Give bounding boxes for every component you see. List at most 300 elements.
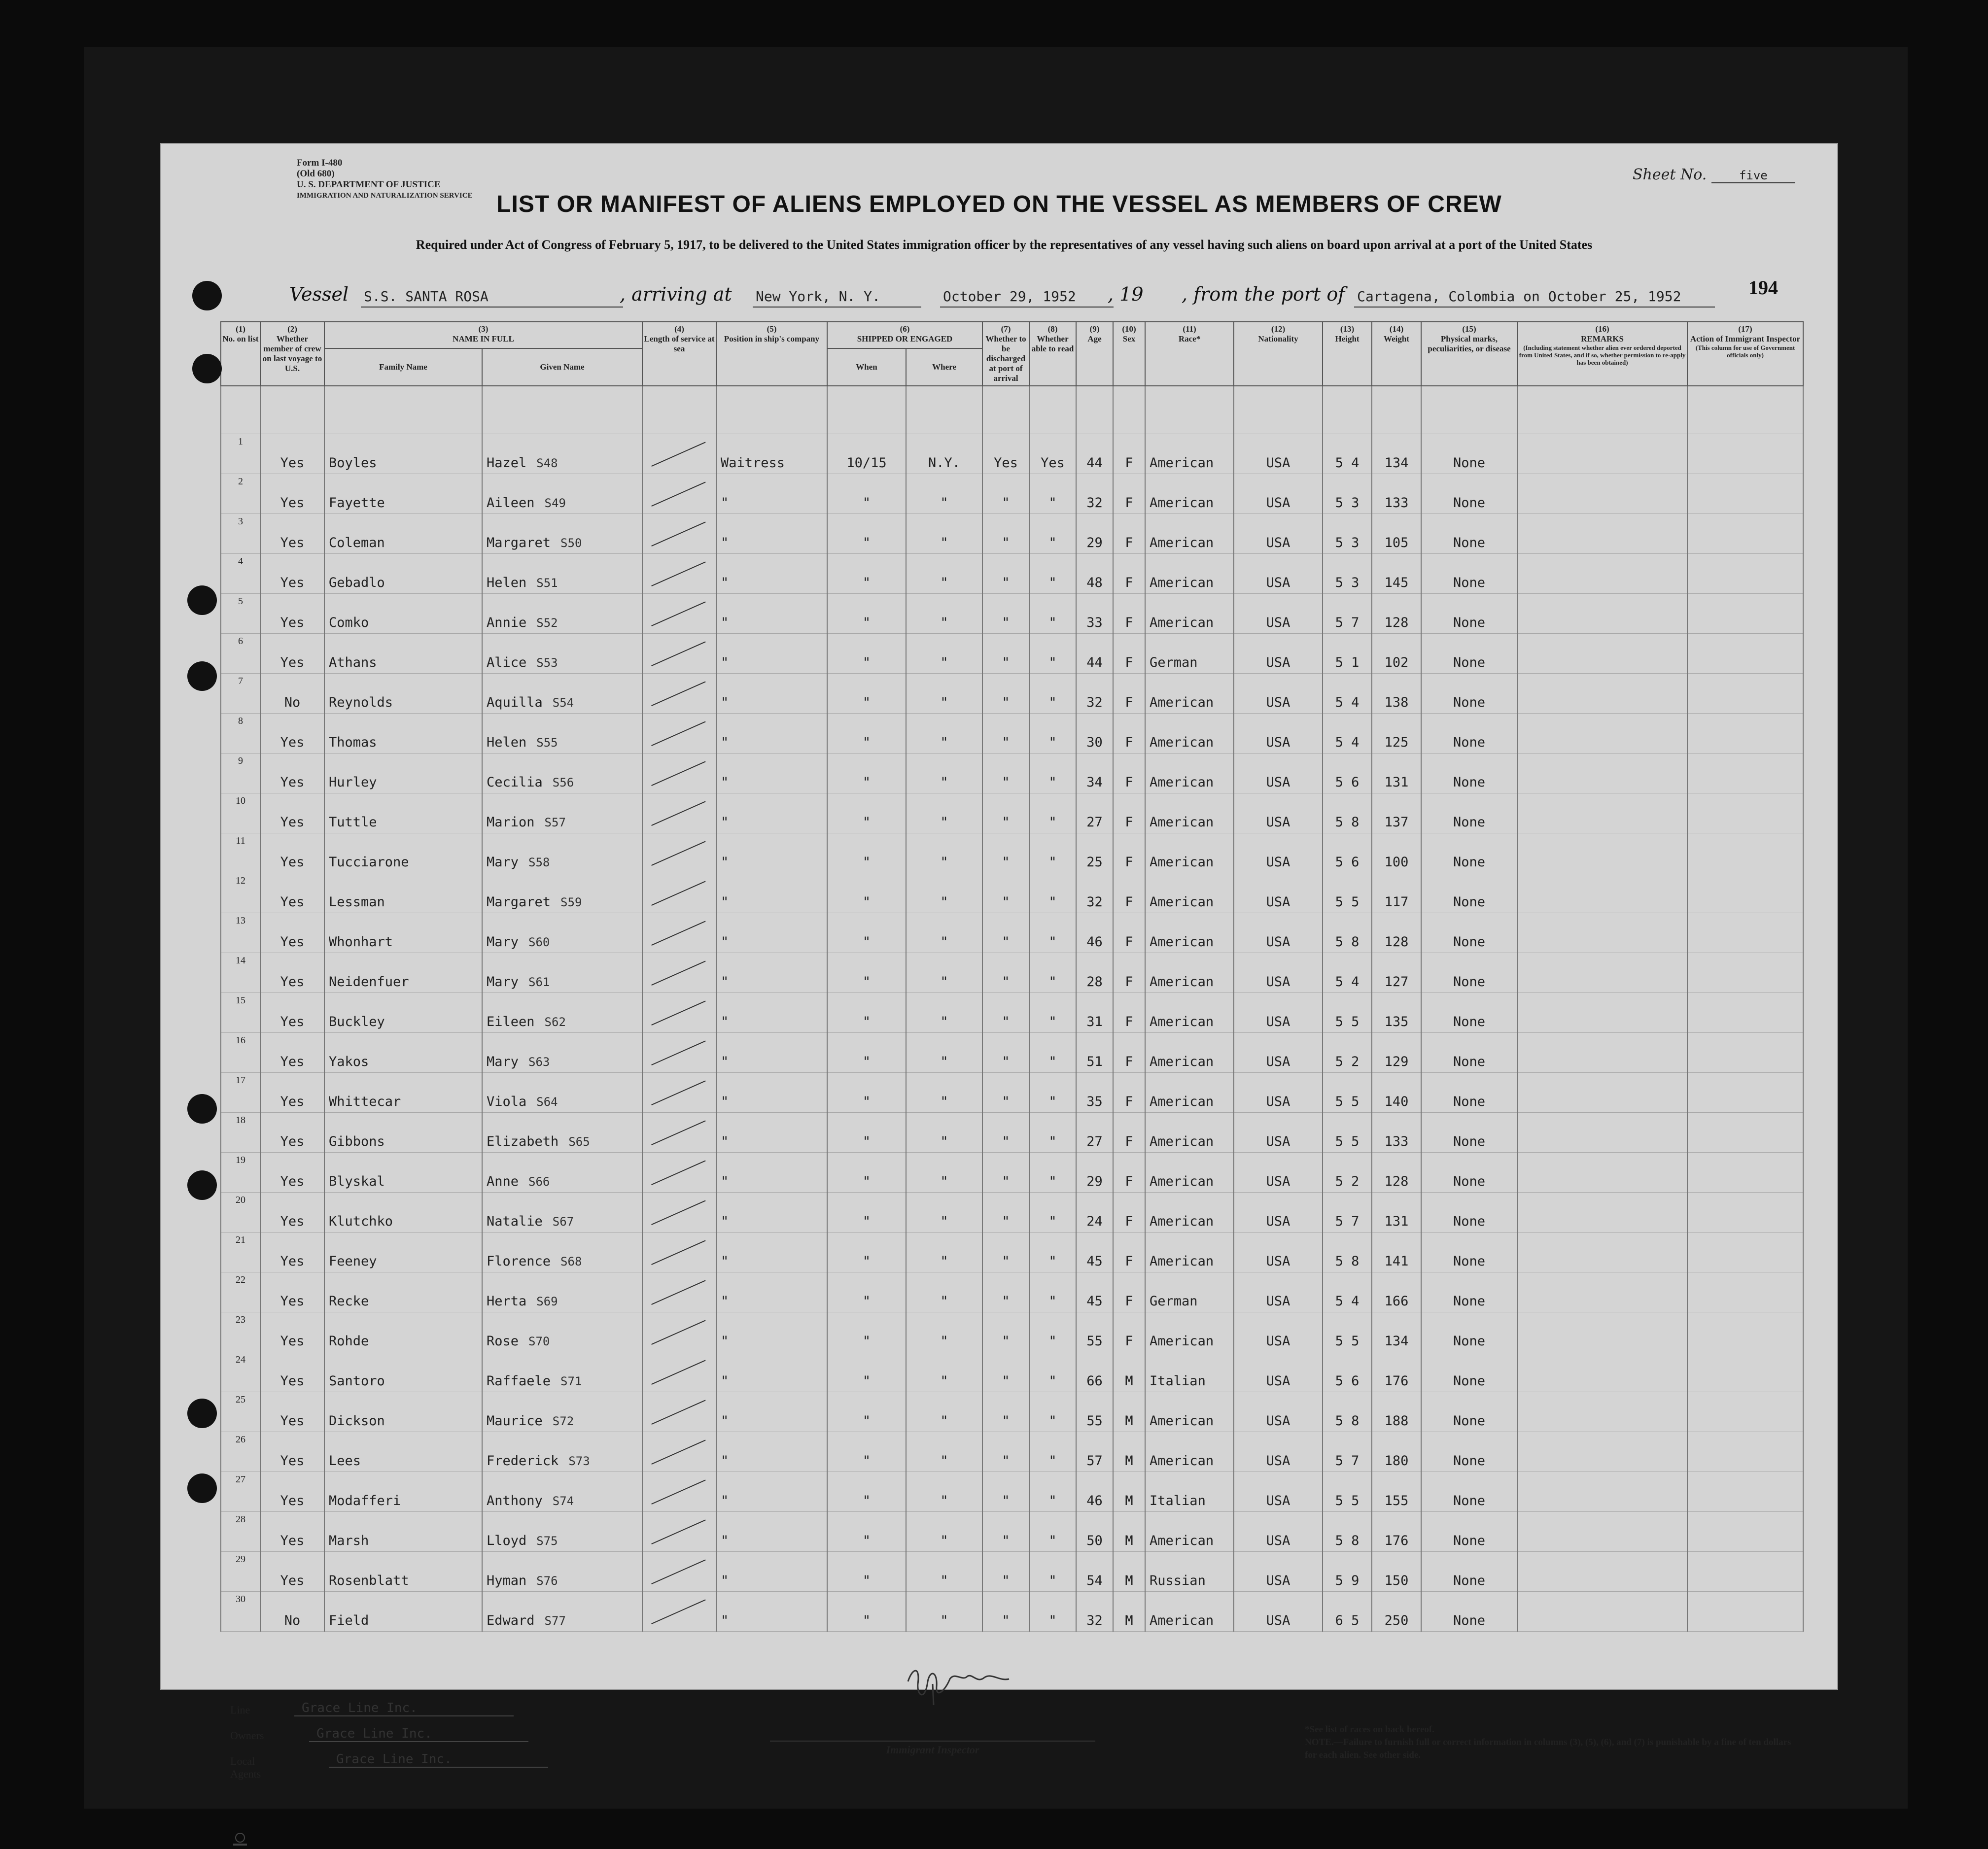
inspector-action-cell bbox=[1687, 1432, 1803, 1472]
given-name-cell bbox=[482, 634, 642, 674]
service-check-mark bbox=[651, 1040, 705, 1065]
shipped-where-cell: " bbox=[906, 833, 982, 873]
able-to-read-cell: " bbox=[1029, 873, 1076, 913]
family-name-cell: Tucciarone bbox=[324, 833, 482, 873]
punch-hole bbox=[187, 661, 217, 691]
shipped-where-cell: " bbox=[906, 1592, 982, 1632]
crew-number-text: S65 bbox=[568, 1135, 590, 1149]
height-cell: 5 7 bbox=[1323, 1432, 1372, 1472]
remarks-cell bbox=[1517, 1312, 1687, 1352]
service-length-cell bbox=[642, 1033, 716, 1073]
height-cell: 5 5 bbox=[1323, 1472, 1372, 1512]
remarks-cell bbox=[1517, 1193, 1687, 1233]
last-voyage-cell: Yes bbox=[260, 594, 324, 634]
crew-number-text: S59 bbox=[560, 895, 582, 909]
race-cell: American bbox=[1145, 833, 1234, 873]
position-cell: " bbox=[716, 753, 827, 793]
inspector-action-cell bbox=[1687, 1512, 1803, 1552]
age-cell: 33 bbox=[1076, 594, 1113, 634]
position-cell: " bbox=[716, 1592, 827, 1632]
age-cell: 29 bbox=[1076, 1153, 1113, 1193]
inspector-action-cell bbox=[1687, 1392, 1803, 1432]
sheet-number bbox=[1633, 166, 1795, 183]
given-name-cell bbox=[482, 1033, 642, 1073]
crew-number-text: S70 bbox=[528, 1335, 550, 1348]
service-check-mark bbox=[651, 1080, 705, 1105]
last-voyage-cell: Yes bbox=[260, 474, 324, 514]
table-row bbox=[221, 1432, 1803, 1472]
discharge-cell: " bbox=[982, 953, 1029, 993]
physical-marks-cell: None bbox=[1421, 1113, 1517, 1153]
race-cell: American bbox=[1145, 793, 1234, 833]
table-row bbox=[221, 953, 1803, 993]
age-cell: 32 bbox=[1076, 474, 1113, 514]
remarks-cell bbox=[1517, 554, 1687, 594]
service-length-cell bbox=[642, 1073, 716, 1113]
last-voyage-cell: No bbox=[260, 674, 324, 714]
nationality-cell: USA bbox=[1234, 1312, 1323, 1352]
header-discharge: (7) Whether to be discharged at port of arrival bbox=[982, 322, 1029, 386]
inspector-action-cell bbox=[1687, 474, 1803, 514]
list-number-cell: 12 bbox=[221, 873, 260, 913]
sex-cell: F bbox=[1113, 1073, 1145, 1113]
service-check-mark bbox=[651, 841, 705, 866]
given-name-text: Marion bbox=[487, 815, 535, 830]
form-old-number: (Old 680) bbox=[297, 169, 335, 179]
remarks-cell bbox=[1517, 474, 1687, 514]
table-row bbox=[221, 1592, 1803, 1632]
service-check-mark bbox=[651, 481, 705, 507]
table-row bbox=[221, 913, 1803, 953]
remarks-cell bbox=[1517, 1512, 1687, 1552]
age-cell: 28 bbox=[1076, 953, 1113, 993]
inspector-action-cell bbox=[1687, 753, 1803, 793]
given-name-cell bbox=[482, 1073, 642, 1113]
given-name-cell bbox=[482, 714, 642, 753]
service-length-cell bbox=[642, 674, 716, 714]
age-cell: 57 bbox=[1076, 1432, 1113, 1472]
header-physical-marks: (15) Physical marks, peculiarities, or disease bbox=[1421, 322, 1517, 386]
remarks-cell bbox=[1517, 833, 1687, 873]
height-cell: 5 2 bbox=[1323, 1153, 1372, 1193]
crew-number-text: S51 bbox=[536, 576, 558, 590]
vessel-value: S.S. SANTA ROSA bbox=[361, 288, 623, 308]
crew-number-text: S61 bbox=[528, 975, 550, 989]
nationality-cell: USA bbox=[1234, 913, 1323, 953]
race-cell: Italian bbox=[1145, 1472, 1234, 1512]
discharge-cell: " bbox=[982, 753, 1029, 793]
discharge-cell: " bbox=[982, 913, 1029, 953]
last-voyage-cell: Yes bbox=[260, 434, 324, 474]
service-length-cell bbox=[642, 1392, 716, 1432]
remarks-cell bbox=[1517, 514, 1687, 554]
service-length-cell bbox=[642, 873, 716, 913]
form-number: Form I-480 bbox=[297, 158, 343, 168]
inspector-action-cell bbox=[1687, 1233, 1803, 1272]
shipped-where-cell: " bbox=[906, 753, 982, 793]
height-cell: 5 5 bbox=[1323, 873, 1372, 913]
line-value: Grace Line Inc. bbox=[294, 1701, 514, 1716]
service-check-mark bbox=[651, 960, 705, 986]
list-number-cell: 8 bbox=[221, 714, 260, 753]
able-to-read-cell: " bbox=[1029, 674, 1076, 714]
height-cell: 5 8 bbox=[1323, 913, 1372, 953]
given-name-cell bbox=[482, 793, 642, 833]
inspector-action-cell bbox=[1687, 1272, 1803, 1312]
position-cell: " bbox=[716, 1312, 827, 1352]
inspector-action-cell bbox=[1687, 1592, 1803, 1632]
shipped-where-cell: " bbox=[906, 1153, 982, 1193]
service-length-cell bbox=[642, 634, 716, 674]
list-number-cell: 24 bbox=[221, 1352, 260, 1392]
height-cell: 5 8 bbox=[1323, 793, 1372, 833]
last-voyage-cell: Yes bbox=[260, 1392, 324, 1432]
race-cell: American bbox=[1145, 674, 1234, 714]
last-voyage-cell: Yes bbox=[260, 1312, 324, 1352]
position-cell: " bbox=[716, 833, 827, 873]
race-cell: American bbox=[1145, 554, 1234, 594]
last-voyage-cell: Yes bbox=[260, 953, 324, 993]
crew-number-text: S57 bbox=[544, 816, 566, 829]
shipped-when-cell: " bbox=[827, 833, 906, 873]
shipped-when-cell: " bbox=[827, 753, 906, 793]
service-check-mark bbox=[651, 881, 705, 906]
header-height: (13) Height bbox=[1323, 322, 1372, 386]
discharge-cell: " bbox=[982, 1552, 1029, 1592]
height-cell: 5 3 bbox=[1323, 474, 1372, 514]
inspector-action-cell bbox=[1687, 1153, 1803, 1193]
family-name-cell: Marsh bbox=[324, 1512, 482, 1552]
sex-cell: F bbox=[1113, 833, 1145, 873]
given-name-text: Hyman bbox=[487, 1573, 527, 1588]
shipped-when-cell: " bbox=[827, 873, 906, 913]
family-name-cell: Dickson bbox=[324, 1392, 482, 1432]
last-voyage-cell: Yes bbox=[260, 833, 324, 873]
discharge-cell: " bbox=[982, 1272, 1029, 1312]
age-cell: 50 bbox=[1076, 1512, 1113, 1552]
header-age: (9) Age bbox=[1076, 322, 1113, 386]
weight-cell: 102 bbox=[1372, 634, 1421, 674]
page-number: 194 bbox=[1748, 276, 1778, 299]
physical-marks-cell: None bbox=[1421, 554, 1517, 594]
shipped-where-cell: " bbox=[906, 714, 982, 753]
able-to-read-cell: " bbox=[1029, 1512, 1076, 1552]
list-number-cell: 28 bbox=[221, 1512, 260, 1552]
service-check-mark bbox=[651, 1280, 705, 1305]
sex-cell: F bbox=[1113, 714, 1145, 753]
shipped-where-cell: " bbox=[906, 674, 982, 714]
table-row bbox=[221, 1073, 1803, 1113]
family-name-cell: Whonhart bbox=[324, 913, 482, 953]
remarks-cell bbox=[1517, 1472, 1687, 1512]
given-name-text: Elizabeth bbox=[487, 1134, 559, 1149]
able-to-read-cell: " bbox=[1029, 1352, 1076, 1392]
discharge-cell: " bbox=[982, 674, 1029, 714]
height-cell: 5 3 bbox=[1323, 514, 1372, 554]
age-cell: 27 bbox=[1076, 1113, 1113, 1153]
header-position: (5) Position in ship's company bbox=[716, 322, 827, 386]
shipped-when-cell: " bbox=[827, 554, 906, 594]
service-length-cell bbox=[642, 1193, 716, 1233]
sex-cell: F bbox=[1113, 1113, 1145, 1153]
remarks-cell bbox=[1517, 1113, 1687, 1153]
list-number-cell: 27 bbox=[221, 1472, 260, 1512]
crew-number-text: S69 bbox=[536, 1295, 558, 1308]
given-name-cell bbox=[482, 953, 642, 993]
list-number-cell: 26 bbox=[221, 1432, 260, 1472]
document-subtitle: Required under Act of Congress of February 5, 1917, to be delivered to the United States immigration officer by the representatives of any vessel having such aliens on board upon arrival at a port of the United States bbox=[416, 238, 1593, 252]
table-row bbox=[221, 753, 1803, 793]
shipped-where-cell: " bbox=[906, 634, 982, 674]
position-cell: " bbox=[716, 1472, 827, 1512]
family-name-cell: Lessman bbox=[324, 873, 482, 913]
able-to-read-cell: " bbox=[1029, 913, 1076, 953]
discharge-cell: " bbox=[982, 634, 1029, 674]
inspector-action-cell bbox=[1687, 993, 1803, 1033]
able-to-read-cell: " bbox=[1029, 1272, 1076, 1312]
physical-marks-cell: None bbox=[1421, 1193, 1517, 1233]
weight-cell: 188 bbox=[1372, 1392, 1421, 1432]
arrival-date-value: October 29, 1952 bbox=[940, 288, 1114, 308]
inspector-action-cell bbox=[1687, 1073, 1803, 1113]
shipped-where-cell: " bbox=[906, 1392, 982, 1432]
family-name-cell: Feeney bbox=[324, 1233, 482, 1272]
age-cell: 54 bbox=[1076, 1552, 1113, 1592]
given-name-cell bbox=[482, 993, 642, 1033]
sex-cell: F bbox=[1113, 554, 1145, 594]
shipped-where-cell: " bbox=[906, 594, 982, 634]
inspector-action-cell bbox=[1687, 953, 1803, 993]
last-voyage-cell: Yes bbox=[260, 993, 324, 1033]
given-name-cell bbox=[482, 1153, 642, 1193]
discharge-cell: Yes bbox=[982, 434, 1029, 474]
position-cell: " bbox=[716, 1153, 827, 1193]
crew-number-text: S74 bbox=[552, 1494, 574, 1508]
service-length-cell bbox=[642, 1113, 716, 1153]
header-family-name: Family Name bbox=[324, 348, 482, 386]
punch-hole bbox=[187, 1094, 217, 1124]
discharge-cell: " bbox=[982, 1193, 1029, 1233]
able-to-read-cell: " bbox=[1029, 1312, 1076, 1352]
crew-number-text: S56 bbox=[552, 776, 574, 789]
position-cell: " bbox=[716, 634, 827, 674]
given-name-cell bbox=[482, 873, 642, 913]
shipped-when-cell: " bbox=[827, 953, 906, 993]
nationality-cell: USA bbox=[1234, 1033, 1323, 1073]
table-row bbox=[221, 1392, 1803, 1432]
table-row bbox=[221, 1312, 1803, 1352]
last-voyage-cell: Yes bbox=[260, 1193, 324, 1233]
crew-number-text: S76 bbox=[536, 1574, 558, 1588]
height-cell: 5 3 bbox=[1323, 554, 1372, 594]
table-row bbox=[221, 1233, 1803, 1272]
weight-cell: 128 bbox=[1372, 913, 1421, 953]
position-cell: " bbox=[716, 1432, 827, 1472]
form-service: IMMIGRATION AND NATURALIZATION SERVICE bbox=[297, 192, 473, 200]
given-name-cell bbox=[482, 1312, 642, 1352]
given-name-cell bbox=[482, 753, 642, 793]
race-cell: German bbox=[1145, 1272, 1234, 1312]
able-to-read-cell: " bbox=[1029, 793, 1076, 833]
list-number-cell: 22 bbox=[221, 1272, 260, 1312]
sex-cell: F bbox=[1113, 913, 1145, 953]
header-remarks: (16) REMARKS (Including statement whether alien ever ordered deported from United States, and if so, whether permission to re-apply has been obtained) bbox=[1517, 322, 1687, 386]
age-cell: 32 bbox=[1076, 1592, 1113, 1632]
discharge-cell: " bbox=[982, 514, 1029, 554]
given-name-text: Helen bbox=[487, 735, 527, 750]
nationality-cell: USA bbox=[1234, 1392, 1323, 1432]
remarks-cell bbox=[1517, 1352, 1687, 1392]
position-cell: " bbox=[716, 1392, 827, 1432]
table-row bbox=[221, 1472, 1803, 1512]
table-row bbox=[221, 554, 1803, 594]
weight-cell: 105 bbox=[1372, 514, 1421, 554]
family-name-cell: Yakos bbox=[324, 1033, 482, 1073]
physical-marks-cell: None bbox=[1421, 1512, 1517, 1552]
last-voyage-cell: Yes bbox=[260, 793, 324, 833]
physical-marks-cell: None bbox=[1421, 1592, 1517, 1632]
position-cell: " bbox=[716, 474, 827, 514]
given-name-text: Viola bbox=[487, 1094, 527, 1109]
last-voyage-cell: Yes bbox=[260, 873, 324, 913]
physical-marks-cell: None bbox=[1421, 1073, 1517, 1113]
discharge-cell: " bbox=[982, 1113, 1029, 1153]
sex-cell: F bbox=[1113, 993, 1145, 1033]
shipped-when-cell: " bbox=[827, 1352, 906, 1392]
inspector-action-cell bbox=[1687, 1312, 1803, 1352]
nationality-cell: USA bbox=[1234, 674, 1323, 714]
nationality-cell: USA bbox=[1234, 833, 1323, 873]
service-length-cell bbox=[642, 953, 716, 993]
sex-cell: F bbox=[1113, 1153, 1145, 1193]
position-cell: " bbox=[716, 1033, 827, 1073]
shipped-when-cell: " bbox=[827, 1033, 906, 1073]
given-name-text: Helen bbox=[487, 575, 527, 590]
given-name-text: Raffaele bbox=[487, 1373, 551, 1389]
discharge-cell: " bbox=[982, 554, 1029, 594]
last-voyage-cell: Yes bbox=[260, 634, 324, 674]
age-cell: 45 bbox=[1076, 1233, 1113, 1272]
given-name-text: Margaret bbox=[487, 535, 551, 550]
discharge-cell: " bbox=[982, 1233, 1029, 1272]
nationality-cell: USA bbox=[1234, 1512, 1323, 1552]
table-row bbox=[221, 833, 1803, 873]
able-to-read-cell: " bbox=[1029, 714, 1076, 753]
service-check-mark bbox=[651, 681, 705, 706]
given-name-text: Mary bbox=[487, 1054, 519, 1069]
vessel-line bbox=[161, 279, 1837, 309]
last-voyage-cell: Yes bbox=[260, 1272, 324, 1312]
remarks-cell bbox=[1517, 714, 1687, 753]
list-number-cell: 17 bbox=[221, 1073, 260, 1113]
given-name-text: Aquilla bbox=[487, 695, 543, 710]
able-to-read-cell: " bbox=[1029, 833, 1076, 873]
physical-marks-cell: None bbox=[1421, 1033, 1517, 1073]
given-name-cell bbox=[482, 833, 642, 873]
nationality-cell: USA bbox=[1234, 993, 1323, 1033]
nationality-cell: USA bbox=[1234, 1233, 1323, 1272]
weight-cell: 100 bbox=[1372, 833, 1421, 873]
sex-cell: F bbox=[1113, 634, 1145, 674]
weight-cell: 176 bbox=[1372, 1352, 1421, 1392]
service-check-mark bbox=[651, 1479, 705, 1505]
service-check-mark bbox=[651, 1160, 705, 1185]
discharge-cell: " bbox=[982, 833, 1029, 873]
remarks-cell bbox=[1517, 1153, 1687, 1193]
family-name-cell: Gebadlo bbox=[324, 554, 482, 594]
sex-cell: M bbox=[1113, 1352, 1145, 1392]
shipped-when-cell: " bbox=[827, 1193, 906, 1233]
remarks-cell bbox=[1517, 1552, 1687, 1592]
remarks-cell bbox=[1517, 434, 1687, 474]
list-number-cell: 3 bbox=[221, 514, 260, 554]
race-cell: American bbox=[1145, 714, 1234, 753]
inspector-action-cell bbox=[1687, 634, 1803, 674]
race-cell: American bbox=[1145, 1113, 1234, 1153]
discharge-cell: " bbox=[982, 1312, 1029, 1352]
discharge-cell: " bbox=[982, 1033, 1029, 1073]
position-cell: " bbox=[716, 674, 827, 714]
given-name-cell bbox=[482, 1592, 642, 1632]
shipped-where-cell: " bbox=[906, 793, 982, 833]
race-cell: American bbox=[1145, 1073, 1234, 1113]
remarks-cell bbox=[1517, 913, 1687, 953]
race-cell: American bbox=[1145, 913, 1234, 953]
inspector-action-cell bbox=[1687, 1193, 1803, 1233]
race-cell: American bbox=[1145, 474, 1234, 514]
sex-cell: F bbox=[1113, 594, 1145, 634]
height-cell: 5 2 bbox=[1323, 1033, 1372, 1073]
service-length-cell bbox=[642, 793, 716, 833]
inspector-action-cell bbox=[1687, 1552, 1803, 1592]
given-name-text: Anne bbox=[487, 1174, 519, 1189]
given-name-text: Eileen bbox=[487, 1014, 535, 1029]
crew-number-text: S58 bbox=[528, 856, 550, 869]
able-to-read-cell: " bbox=[1029, 993, 1076, 1033]
race-cell: American bbox=[1145, 1312, 1234, 1352]
list-number-cell: 6 bbox=[221, 634, 260, 674]
column-header-row bbox=[221, 322, 1803, 348]
printer-mark-icon bbox=[230, 1832, 250, 1847]
family-name-cell: Gibbons bbox=[324, 1113, 482, 1153]
family-name-cell: Thomas bbox=[324, 714, 482, 753]
position-cell: " bbox=[716, 1233, 827, 1272]
race-cell: American bbox=[1145, 1432, 1234, 1472]
service-length-cell bbox=[642, 714, 716, 753]
service-check-mark bbox=[651, 442, 705, 467]
physical-marks-cell: None bbox=[1421, 1312, 1517, 1352]
race-cell: German bbox=[1145, 634, 1234, 674]
age-cell: 45 bbox=[1076, 1272, 1113, 1312]
nationality-cell: USA bbox=[1234, 714, 1323, 753]
family-name-cell: Modafferi bbox=[324, 1472, 482, 1512]
table-row bbox=[221, 514, 1803, 554]
list-number-cell: 29 bbox=[221, 1552, 260, 1592]
header-able-to-read: (8) Whether able to read bbox=[1029, 322, 1076, 386]
nationality-cell: USA bbox=[1234, 634, 1323, 674]
nationality-cell: USA bbox=[1234, 873, 1323, 913]
table-row bbox=[221, 674, 1803, 714]
given-name-text: Mary bbox=[487, 855, 519, 870]
crew-number-text: S75 bbox=[536, 1534, 558, 1548]
race-cell: American bbox=[1145, 753, 1234, 793]
header-nationality: (12) Nationality bbox=[1234, 322, 1323, 386]
inspector-action-cell bbox=[1687, 833, 1803, 873]
shipped-where-cell: " bbox=[906, 953, 982, 993]
given-name-text: Edward bbox=[487, 1613, 535, 1628]
crew-manifest-table bbox=[220, 321, 1804, 1632]
table-row bbox=[221, 1272, 1803, 1312]
